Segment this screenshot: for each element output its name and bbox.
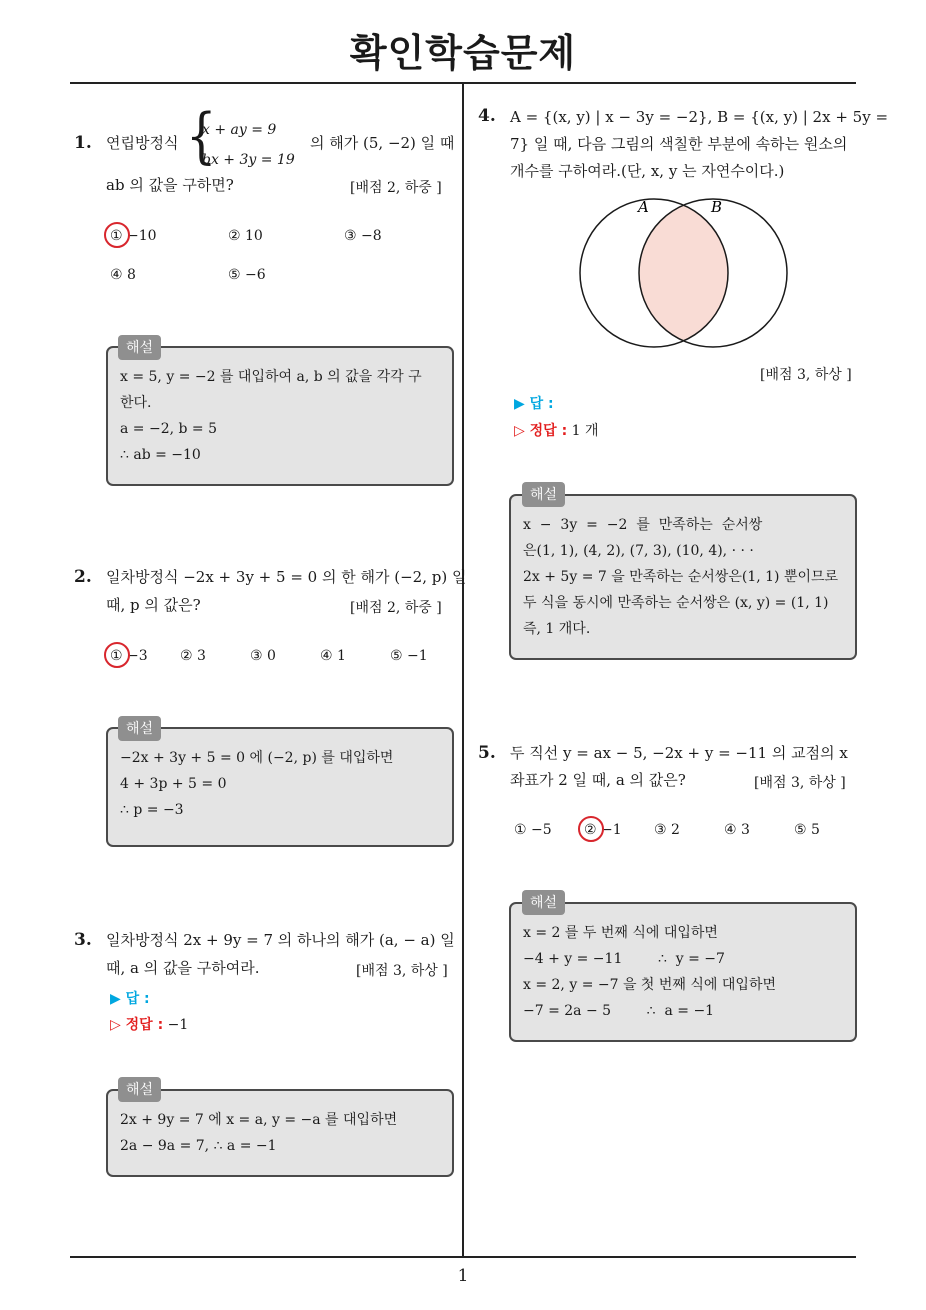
q5-explain-line-1: x = 2 를 두 번째 식에 대입하면 — [523, 925, 718, 941]
q1-equation-2: bx + 3y = 19 — [202, 152, 295, 168]
q1-choice-3[interactable]: ③ −8 — [344, 228, 382, 244]
q1-explain-line-3: a = −2, b = 5 — [120, 421, 218, 437]
q5-explain-line-2: −4 + y = −11 ∴ y = −7 — [523, 951, 725, 967]
question-5-number: 5. — [478, 743, 496, 763]
venn-diagram — [570, 190, 800, 350]
q1-explain-line-2: 한다. — [120, 395, 152, 411]
question-1-line2: ab 의 값을 구하면? — [106, 176, 234, 194]
question-1-number: 1. — [74, 133, 92, 153]
question-2-number: 2. — [74, 567, 92, 587]
q2-choice-2[interactable]: ② 3 — [180, 648, 206, 664]
q4-correct-label: ▷ 정답 : — [514, 423, 568, 439]
q5-choice-2[interactable]: ② −1 — [584, 822, 622, 838]
q3-explain-line-1: 2x + 9y = 7 에 x = a, y = −a 를 대입하면 — [120, 1112, 398, 1128]
q4-score: [배점 3, 하상 ] — [760, 367, 852, 383]
q2-choice-3[interactable]: ③ 0 — [250, 648, 276, 664]
q5-explanation-tag: 해설 — [522, 890, 565, 915]
q5-choice-1[interactable]: ① −5 — [514, 822, 552, 838]
question-2-line2: 때, p 의 값은? — [106, 596, 201, 614]
q2-explanation-tag: 해설 — [118, 716, 161, 741]
q3-explanation-tag: 해설 — [118, 1077, 161, 1102]
q2-choice-4[interactable]: ④ 1 — [320, 648, 346, 664]
q4-correct-value: 1 개 — [571, 423, 599, 439]
q2-correct-mark — [104, 642, 130, 668]
question-5-line1: 두 직선 y = ax − 5, −2x + y = −11 의 교점의 x — [510, 744, 848, 762]
q4-explain-line-4: 두 식을 동시에 만족하는 순서쌍은 (x, y) = (1, 1) — [523, 595, 829, 611]
q1-score: [배점 2, 하중 ] — [350, 180, 442, 196]
q5-choice-5[interactable]: ⑤ 5 — [794, 822, 820, 838]
question-4-number: 4. — [478, 106, 496, 126]
page-number: 1 — [457, 1266, 469, 1286]
q2-explain-line-2: 4 + 3p + 5 = 0 — [120, 776, 227, 792]
q5-score: [배점 3, 하상 ] — [754, 775, 846, 791]
question-4-line2: 7} 일 때, 다음 그림의 색칠한 부분에 속하는 원소의 — [510, 135, 848, 153]
q5-choice-3[interactable]: ③ 2 — [654, 822, 680, 838]
q3-score: [배점 3, 하상 ] — [356, 963, 448, 979]
q2-score: [배점 2, 하중 ] — [350, 600, 442, 616]
q1-equation-1: x + ay = 9 — [202, 122, 277, 138]
question-1-post: 의 해가 (5, −2) 일 때 — [310, 134, 455, 152]
question-5-line2: 좌표가 2 일 때, a 의 값은? — [510, 771, 686, 789]
venn-label-a: A — [638, 198, 649, 216]
q3-answer-field[interactable] — [110, 988, 150, 1008]
q5-explanation-box — [509, 902, 857, 1042]
q1-choice-2[interactable]: ② 10 — [228, 228, 263, 244]
q1-explain-line-4: ∴ ab = −10 — [120, 447, 201, 463]
q3-correct-answer — [110, 1014, 188, 1034]
q2-explain-line-1: −2x + 3y + 5 = 0 에 (−2, p) 를 대입하면 — [120, 750, 394, 766]
q3-correct-value: −1 — [167, 1017, 189, 1033]
system-brace: { — [186, 101, 217, 171]
q4-explanation-box — [509, 494, 857, 660]
q4-explain-line-1: x − 3y = −2 를 만족하는 순서쌍 — [523, 517, 763, 533]
q5-choice-4[interactable]: ④ 3 — [724, 822, 750, 838]
question-3-line2: 때, a 의 값을 구하여라. — [106, 959, 260, 977]
q5-correct-mark — [578, 816, 604, 842]
q3-explain-line-2: 2a − 9a = 7, ∴ a = −1 — [120, 1138, 277, 1154]
column-divider — [462, 82, 464, 1258]
q1-choice-4[interactable]: ④ 8 — [110, 267, 136, 283]
q2-explain-line-3: ∴ p = −3 — [120, 802, 184, 818]
q1-explanation-tag: 해설 — [118, 335, 161, 360]
footer-rule — [70, 1256, 856, 1258]
q1-explanation-box — [106, 346, 454, 486]
question-2-line1: 일차방정식 −2x + 3y + 5 = 0 의 한 해가 (−2, p) 일 — [106, 568, 467, 586]
page-title: 확인학습문제 — [349, 31, 577, 75]
question-4-line1: A = {(x, y) | x − 3y = −2}, B = {(x, y) | 2x + 5y = — [510, 108, 889, 126]
question-3-number: 3. — [74, 930, 92, 950]
q4-answer-field[interactable] — [514, 393, 554, 413]
q4-explain-line-3: 2x + 5y = 7 을 만족하는 순서쌍은(1, 1) 뿐이므로 — [523, 569, 839, 585]
q2-choice-1[interactable]: ① −3 — [110, 648, 148, 664]
q1-choice-5[interactable]: ⑤ −6 — [228, 267, 266, 283]
q1-choice-1[interactable]: ① −10 — [110, 228, 157, 244]
q4-answer-label: ▶ 답 : — [514, 396, 554, 412]
question-4-line3: 개수를 구하여라.(단, x, y 는 자연수이다.) — [510, 162, 785, 180]
q3-explanation-box — [106, 1089, 454, 1177]
q1-explain-line-1: x = 5, y = −2 를 대입하여 a, b 의 값을 각각 구 — [120, 369, 422, 385]
q1-correct-mark — [104, 222, 130, 248]
q4-explain-line-2: 은(1, 1), (4, 2), (7, 3), (10, 4), · · · — [523, 543, 754, 559]
question-1-pre: 연립방정식 — [106, 134, 179, 152]
q3-answer-label: ▶ 답 : — [110, 991, 150, 1007]
question-3-line1: 일차방정식 2x + 9y = 7 의 하나의 해가 (a, − a) 일 — [106, 931, 455, 949]
q4-explanation-tag: 해설 — [522, 482, 565, 507]
q3-correct-label: ▷ 정답 : — [110, 1017, 164, 1033]
q2-explanation-box — [106, 727, 454, 847]
venn-label-b: B — [711, 198, 723, 216]
q2-choice-5[interactable]: ⑤ −1 — [390, 648, 428, 664]
q5-explain-line-4: −7 = 2a − 5 ∴ a = −1 — [523, 1003, 715, 1019]
q5-explain-line-3: x = 2, y = −7 을 첫 번째 식에 대입하면 — [523, 977, 777, 993]
q4-correct-answer — [514, 420, 599, 440]
q4-explain-line-5: 즉, 1 개다. — [523, 621, 591, 637]
